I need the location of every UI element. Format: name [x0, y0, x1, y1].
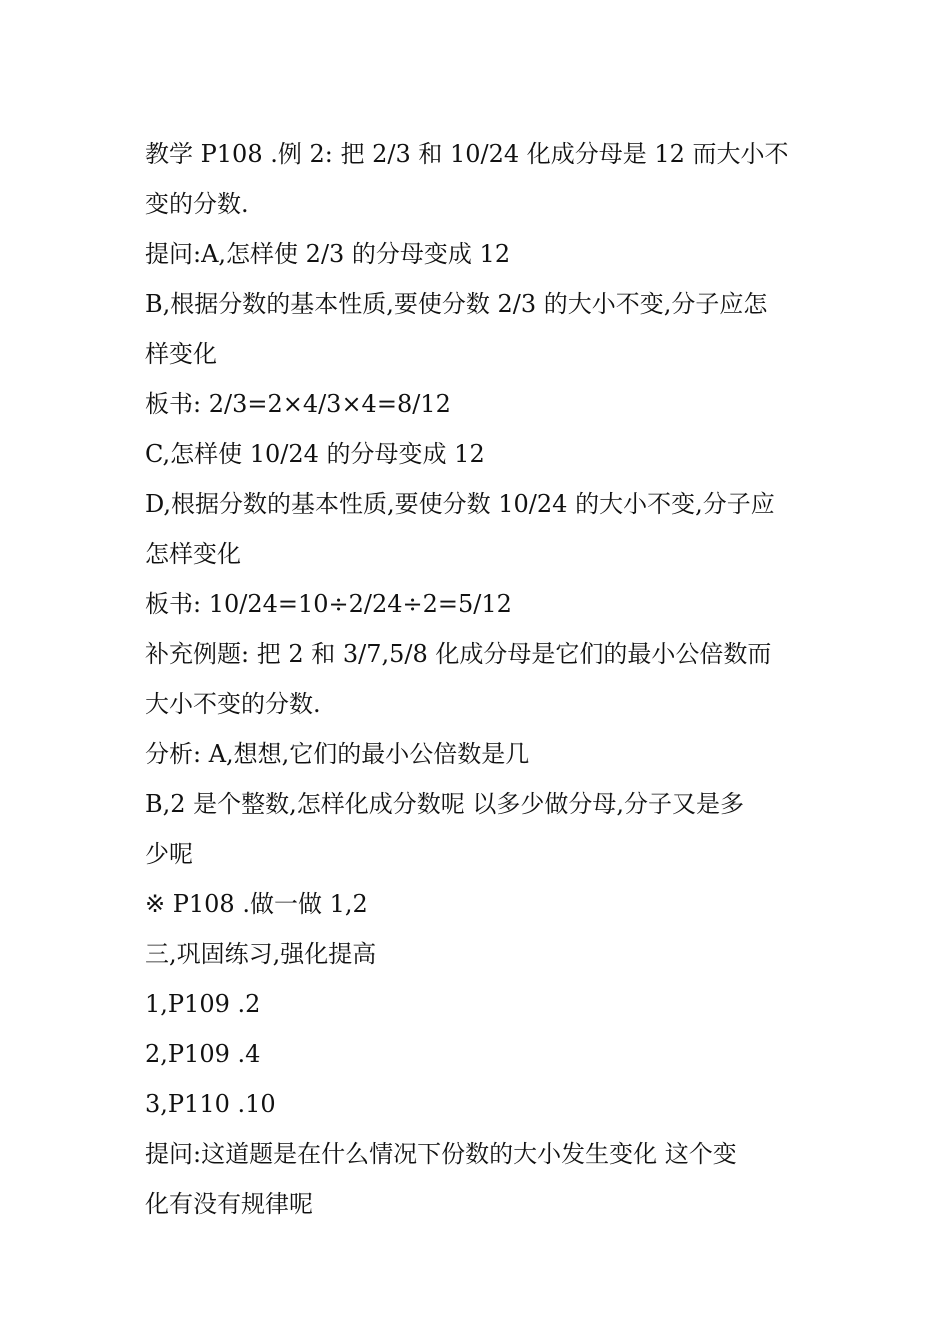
- text-line: ※ P108 .做一做 1,2: [145, 890, 368, 918]
- text-line: 板书: 10/24=10÷2/24÷2=5/12: [145, 590, 512, 618]
- text-line: 板书: 2/3=2×4/3×4=8/12: [145, 390, 451, 418]
- text-line: 变的分数.: [145, 190, 249, 218]
- text-line: 3,P110 .10: [145, 1090, 276, 1118]
- text-line: C,怎样使 10/24 的分母变成 12: [145, 440, 485, 468]
- document-body: [145, 129, 810, 1229]
- text-line: 1,P109 .2: [145, 990, 261, 1018]
- text-line: 2,P109 .4: [145, 1040, 261, 1068]
- text-line: 教学 P108 .例 2: 把 2/3 和 10/24 化成分母是 12 而大小不: [145, 140, 789, 168]
- text-line: 大小不变的分数.: [145, 690, 321, 718]
- text-line: 补充例题: 把 2 和 3/7,5/8 化成分母是它们的最小公倍数而: [145, 640, 772, 668]
- text-line: B,根据分数的基本性质,要使分数 2/3 的大小不变,分子应怎: [145, 290, 768, 318]
- text-line: B,2 是个整数,怎样化成分数呢 以多少做分母,分子又是多: [145, 790, 745, 818]
- text-line: D,根据分数的基本性质,要使分数 10/24 的大小不变,分子应: [145, 490, 775, 518]
- text-line: 三,巩固练习,强化提高: [145, 940, 377, 968]
- text-line: 化有没有规律呢: [145, 1190, 313, 1218]
- text-line: 提问:A,怎样使 2/3 的分母变成 12: [145, 240, 511, 268]
- text-line: 少呢: [145, 840, 193, 868]
- text-line: 样变化: [145, 340, 217, 368]
- text-line: 提问:这道题是在什么情况下份数的大小发生变化 这个变: [145, 1140, 737, 1168]
- text-line: 分析: A,想想,它们的最小公倍数是几: [145, 740, 530, 768]
- text-line: 怎样变化: [145, 540, 241, 568]
